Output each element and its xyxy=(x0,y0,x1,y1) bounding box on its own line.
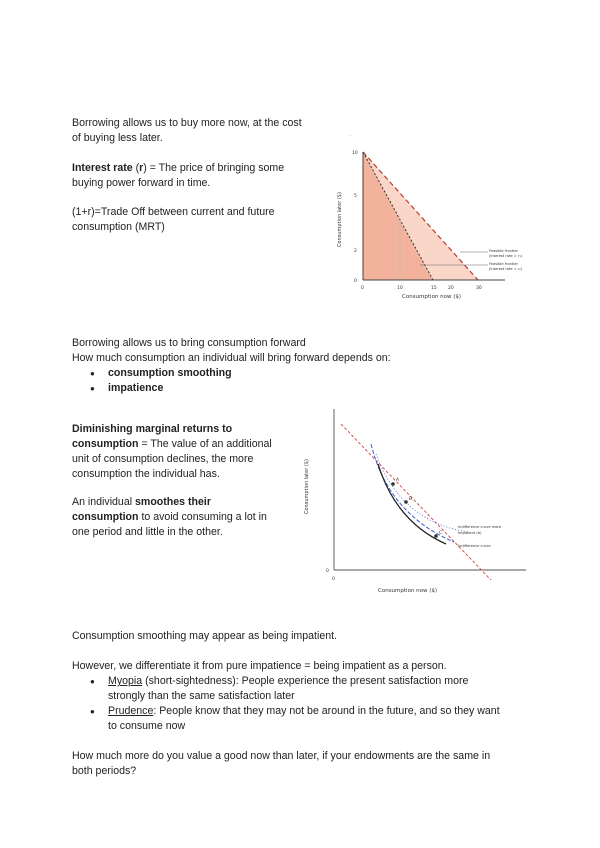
x-tick-15: 15 xyxy=(431,286,437,291)
myopia-def-2: strongly than the same satisfaction later xyxy=(108,690,295,702)
y-tick-2: 2 xyxy=(354,249,357,254)
label-b: B xyxy=(409,497,413,502)
list-item xyxy=(72,704,542,734)
interest-rate-definition xyxy=(72,161,322,191)
indifference-curve-solid xyxy=(378,464,446,544)
tradeoff-line-2: consumption (MRT) xyxy=(72,221,165,233)
x-tick-20: 20 xyxy=(448,286,454,291)
impatience-types-list xyxy=(72,674,542,734)
forward-factors-list xyxy=(72,366,552,396)
label-a: A xyxy=(396,478,400,483)
dmr-def-3: consumption the individual has. xyxy=(72,468,220,480)
y-tick-0: 0 xyxy=(354,279,357,284)
myopia-term: Myopia xyxy=(108,675,143,687)
feasible-frontier-figure xyxy=(330,132,530,302)
x-tick-30: 30 xyxy=(476,286,482,291)
y-tick-10: 10 xyxy=(352,151,358,156)
interest-rate-term: Interest rate xyxy=(72,162,133,174)
smooth-post-2: one period and little in the other. xyxy=(72,526,223,538)
legend-2-line-2: (interest rate = r₂) xyxy=(489,267,523,271)
impatience-section xyxy=(72,629,542,779)
intro-line-2: of buying less later. xyxy=(72,132,163,144)
borrowing-forward-section xyxy=(72,336,552,396)
point-a xyxy=(391,482,395,486)
interest-def-2: buying power forward in time. xyxy=(72,177,211,189)
dmr-term-2: consumption xyxy=(72,438,139,450)
smooth-term-2: consumption xyxy=(72,511,139,523)
legend-1-line-2: (interest rate = r₁) xyxy=(489,254,523,258)
forward-line-2: How much consumption an individual will bring forward depends on: xyxy=(72,352,391,364)
point-c xyxy=(434,534,438,538)
prudence-def-2: to consume now xyxy=(108,720,186,732)
dmr-definition xyxy=(72,422,292,482)
x-tick-0: 0 xyxy=(332,577,335,582)
smoothing-definition xyxy=(72,495,292,540)
legend-1-line-1: Feasible frontier xyxy=(489,249,519,253)
y-tick-5: 5 xyxy=(354,194,357,199)
prudence-def-1: : People know that they may not be around in the future, and so they want xyxy=(153,705,500,717)
list-item xyxy=(72,366,552,381)
indifference-curve-blue-dashed xyxy=(371,444,454,542)
point-b xyxy=(404,500,408,504)
forward-line-1: Borrowing allows us to bring consumption forward xyxy=(72,337,306,349)
factor-consumption-smoothing: consumption smoothing xyxy=(108,367,232,379)
y-tick-0: 0 xyxy=(326,569,329,574)
smooth-post-1: to avoid consuming a lot in xyxy=(138,511,267,523)
label-c: C xyxy=(439,531,443,536)
intro-line-1: Borrowing allows us to buy more now, at the cost xyxy=(72,117,302,129)
myopia-def-1: (short-sightedness): People experience the present satisfaction more xyxy=(142,675,469,687)
dmr-def-1: = The value of an additional xyxy=(138,438,272,450)
smooth-pre: An individual xyxy=(72,496,136,508)
dmr-term-1: Diminishing marginal returns to xyxy=(72,423,233,435)
y-axis-label: Consumption later ($) xyxy=(304,459,310,514)
x-tick-10: 10 xyxy=(397,286,403,291)
budget-line xyxy=(341,424,491,580)
smoothing-line: Consumption smoothing may appear as being impatient. xyxy=(72,630,337,642)
legend-1-line-1: Indifference curve more xyxy=(458,525,502,529)
x-axis-label: Consumption now ($) xyxy=(402,294,462,300)
list-item xyxy=(72,674,542,704)
list-item xyxy=(72,381,552,396)
x-tick-0: 0 xyxy=(361,286,364,291)
smooth-term-1: smoothes their xyxy=(135,496,211,508)
legend-1-line-2: impatient (b) xyxy=(458,531,482,535)
question-line-2: both periods? xyxy=(72,765,137,777)
paren-close: ) xyxy=(143,162,147,174)
prudence-term: Prudence xyxy=(108,705,154,717)
legend-2-line-1: Feasible frontier xyxy=(489,262,519,266)
question-line-1: How much more do you value a good now than later, if your endowments are the same in xyxy=(72,750,491,762)
paren-open: ( xyxy=(132,162,140,174)
borrowing-intro xyxy=(72,116,322,146)
tradeoff-line-1: (1+r)=Trade Off between current and future xyxy=(72,206,275,218)
however-line: However, we differentiate it from pure impatience = being impatient as a person. xyxy=(72,660,447,672)
y-axis-top-mark: . xyxy=(350,132,352,137)
tradeoff-definition xyxy=(72,205,322,235)
dmr-def-2: unit of consumption declines, the more xyxy=(72,453,254,465)
interest-def-1: = The price of bringing some xyxy=(146,162,285,174)
legend-2: Indifference curve xyxy=(458,544,491,548)
y-axis-label: Consumption later ($) xyxy=(337,192,343,247)
x-axis-label: Consumption now ($) xyxy=(378,588,438,594)
factor-impatience: impatience xyxy=(108,382,164,394)
interest-rate-symbol: r xyxy=(139,162,144,174)
indifference-curve-figure xyxy=(296,404,546,600)
